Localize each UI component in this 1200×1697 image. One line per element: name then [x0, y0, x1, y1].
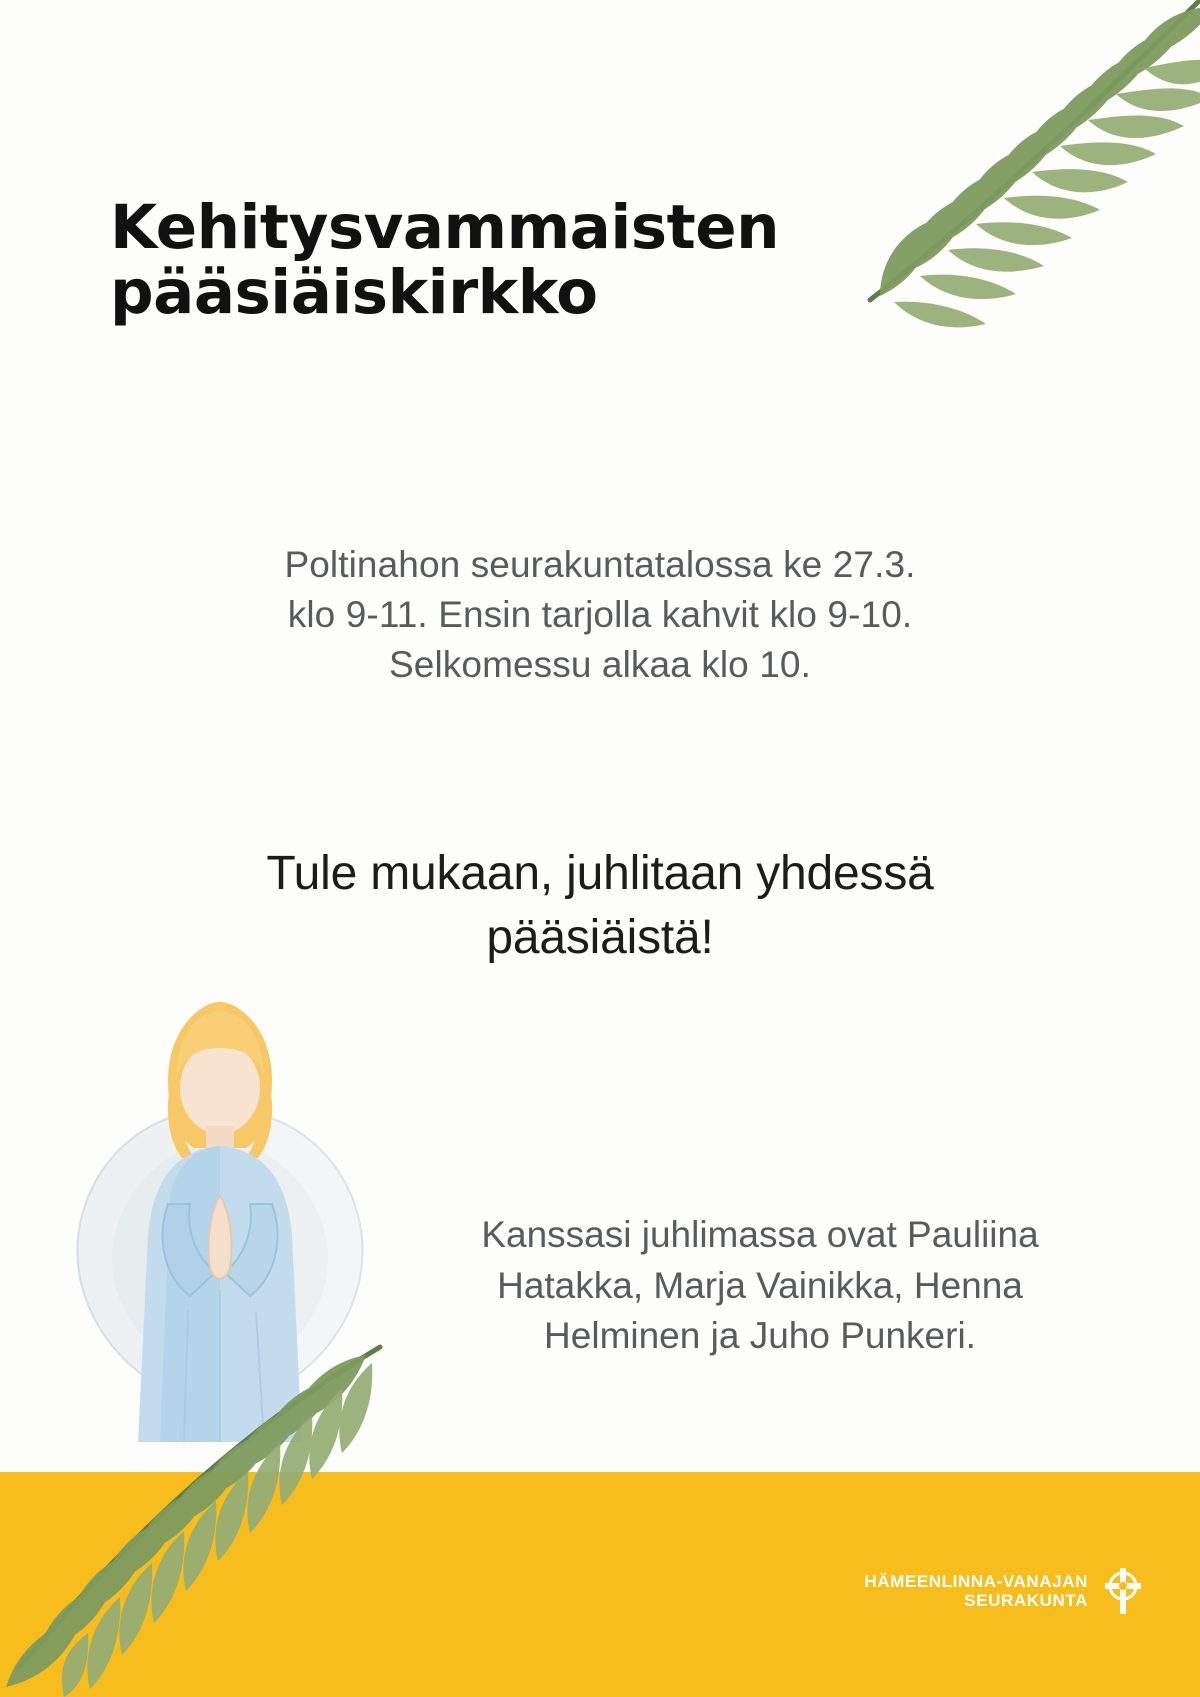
participants-line-3: Helminen ja Juho Punkeri.	[544, 1315, 976, 1357]
event-details-line-2: klo 9-11. Ensin tarjolla kahvit klo 9-10.	[287, 593, 913, 635]
event-details-line-1: Poltinahon seurakuntatalossa ke 27.3.	[284, 544, 916, 585]
title-line-1: Kehitysvammaisten	[110, 192, 780, 263]
participants-line-2: Hatakka, Marja Vainikka, Henna	[497, 1264, 1023, 1306]
invitation-line-1: Tule mukaan, juhlitaan yhdessä	[266, 847, 934, 900]
title-line-2: pääsiäiskirkko	[110, 256, 598, 328]
participants-line-1: Kanssasi juhlimassa ovat Pauliina	[481, 1214, 1039, 1255]
participants-text	[360, 1210, 1160, 1362]
church-cross-icon	[1100, 1565, 1146, 1617]
event-details	[100, 540, 1100, 690]
organization-line-1: HÄMEENLINNA-VANAJAN	[864, 1571, 1088, 1591]
page-title	[110, 192, 910, 328]
organization-logo	[864, 1565, 1146, 1617]
praying-angel-illustration	[60, 990, 380, 1460]
invitation-line-2: pääsiäistä!	[486, 910, 714, 964]
organization-name	[864, 1572, 1088, 1610]
invitation-text	[110, 842, 1090, 970]
event-details-line-3: Selkomessu alkaa klo 10.	[389, 643, 811, 685]
organization-line-2: SEURAKUNTA	[964, 1591, 1088, 1610]
